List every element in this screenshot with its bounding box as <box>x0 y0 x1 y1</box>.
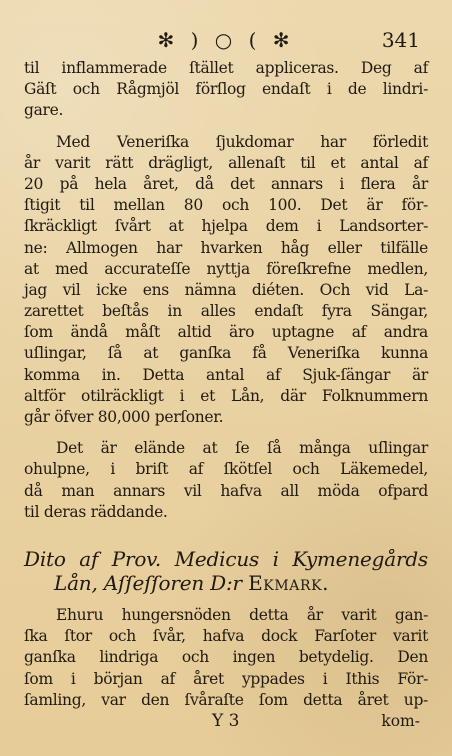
text-line: zarettet beſtås in alles endaſt fyra Sängar, <box>24 302 428 321</box>
text-line: ſom i början af året yppades i Ithis För- <box>24 669 428 688</box>
page-number: 341 <box>381 28 420 52</box>
text-line: ſtigit til mellan 80 och 100. Det är för- <box>24 196 428 215</box>
text-line: år varit rätt drägligt, allenaſt til et antal af <box>24 153 428 172</box>
text-line: at med accurateſſe nyttja föreſkrefne medlen, <box>24 259 428 278</box>
text-line: komma in. Detta antal af Sjuk-ſängar är <box>24 365 428 384</box>
text-line: går öfver 80,000 perſoner. <box>24 408 224 426</box>
text-line: Det är elände at ſe ſå många uſlingar <box>56 439 428 458</box>
text-line: ohulpne, i briſt af ſkötſel och Läkemedel, <box>24 460 428 479</box>
text-line: jag vil icke ens nämna diéten. Och vid La- <box>24 280 428 299</box>
section-heading-line-1: Dito af Prov. Medicus i Kymenegårds <box>24 546 428 571</box>
section-gap <box>24 523 428 547</box>
body-text <box>24 58 428 711</box>
paragraph-gap <box>24 428 428 438</box>
paragraph-gap <box>24 595 428 605</box>
text-line: ſamling, var den ſvåraſte ſom detta året up- <box>24 690 428 709</box>
page-header <box>24 26 428 54</box>
text-line: til inflammerade ſtället appliceras. Deg af <box>24 59 428 77</box>
paragraph-gap <box>24 122 428 132</box>
text-line: altför otilräckligt i et Lån, där Folknummern <box>24 386 428 405</box>
text-line: Gäſt och Rågmjöl förſlog endaſt i de lindri- <box>24 80 428 99</box>
text-line: ganſka lindriga och ingen betydelig. Den <box>24 648 428 667</box>
text-line: Ehuru hungersnöden detta år varit gan- <box>56 605 428 624</box>
ornamental-header: ✻ ) ○ ( ✻ <box>157 28 295 52</box>
text-line: ſka ſtor och ſvår, hafva dock Farſoter varit <box>24 627 428 646</box>
text-line: ſom ändå måſt altid äro uptagne af andra <box>24 323 428 342</box>
catchword: kom- <box>381 711 420 730</box>
text-line: ne: Allmogen har hvarken håg eller tilfälle <box>24 238 428 257</box>
text-line: Med Veneriſka ſjukdomar har förledit <box>56 132 428 151</box>
text-line: gare. <box>24 101 64 120</box>
page-footer <box>24 711 428 733</box>
signature-mark: Y 3 <box>212 710 240 731</box>
heading-text: Lån, Aſſeſſoren D:r <box>54 570 242 595</box>
text-line: då man annars vil hafva all möda ofpard <box>24 481 428 500</box>
heading-name: Ekmark. <box>248 570 330 595</box>
text-line: ſkräckligt ſvårt at hjelpa dem i Landsorter- <box>24 217 428 236</box>
text-line: uſlingar, ſå at ganſka få Veneriſka kunna <box>24 344 428 363</box>
text-line: til deras räddande. <box>24 502 168 521</box>
section-heading-line-2 <box>24 571 428 595</box>
text-line: 20 på hela året, då det annars i flera år <box>24 174 428 193</box>
